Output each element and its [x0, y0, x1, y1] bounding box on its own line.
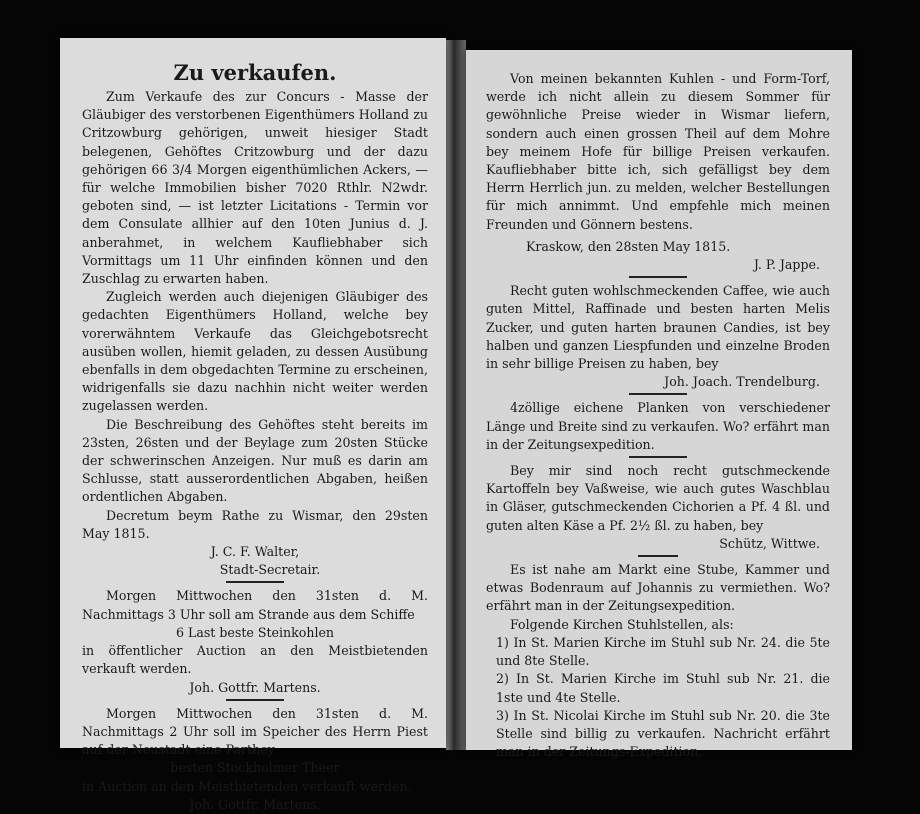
section-title: Zu verkaufen. [173, 60, 337, 85]
ad-coffee-paragraph: Recht guten wohlschmeckenden Caffee, wie auch guten Mittel, Raffinade und besten harten Melis Zucker, und guten harten braunen Candies, ist bey halben und ganzen Liespfunden und einzelne Broden in sehr billige Preisen zu haben, bey [486, 283, 830, 372]
ad-coffee-signature: Joh. Joach. Trendelburg. [664, 374, 820, 390]
ad-peat-signature: J. P. Jappe. [753, 257, 820, 273]
ad-tar-item: besten Stockholmer Theer [170, 760, 340, 776]
ad-planks-paragraph: 4zöllige eichene Planken von verschiedener Länge und Breite sind zu verkaufen. Wo? erfährt man in der Zeitungsexpedition. [486, 400, 830, 452]
ad-pews-item-2: 2) In St. Marien Kirche im Stuhl sub Nr. 21. die 1ste und 4te Stelle. [496, 671, 830, 705]
ad-coal-item: 6 Last beste Steinkohlen [175, 624, 335, 640]
separator-rule [638, 555, 678, 557]
ad-peat-paragraph: Von meinen bekannten Kuhlen - und Form-Torf, werde ich nicht allein zu diesem Sommer für gewöhnliche Preise wieder in Wismar liefern, sondern auch einen grossen Theil auf dem Mohre bey meinem Hofe für billige Preisen verkaufen. Kaufliebhaber bitte ich, sich gefälligst bey dem Herrn Herrlich jun. zu melden, welcher Bestellungen für mich annimmt. Und empfehle mich meinen Freunden und Gönnern bestens. [486, 71, 830, 232]
separator-rule [226, 699, 284, 701]
separator-rule [226, 581, 284, 583]
ad-potatoes-signature: Schütz, Wittwe. [719, 535, 820, 551]
book-gutter [446, 40, 466, 750]
separator-rule [629, 276, 687, 278]
ad-pews-item-1: 1) In St. Marien Kirche im Stuhl sub Nr. 24. die 5te und 8te Stelle. [496, 634, 830, 669]
ad-pews-intro: Folgende Kirchen Stuhlstellen, als: [510, 616, 734, 632]
ad-pews-item-3: 3) In St. Nicolai Kirche im Stuhl sub Nr. 20. die 3te Stelle sind billig zu verkaufen. Nachricht erfährt man in der Zeitungs-Expedition. [496, 707, 830, 760]
ad-coal-signature: Joh. Gottfr. Martens. [189, 679, 321, 695]
ad-coal-paragraph: Morgen Mittwochen den 31sten d. M. Nachmittags 3 Uhr soll am Strande aus dem Schiffe [82, 588, 428, 622]
ad-estate-paragraph-2: Zugleich werden auch diejenigen Gläubiger des gedachten Eigenthümers Holland, welche bey vorerwähntem Verkaufe das Gleichgebotsrecht ausüben wollen, hiemit geladen, zu dessen Ausübung ebenfalls in dem obgedachten Termine zu erscheinen, widrigenfalls sie dazu nachhin nicht weiter werden zugelassen werden. [82, 289, 428, 414]
ad-estate-decree: Decretum beym Rathe zu Wismar, den 29sten May 1815. [82, 507, 428, 541]
ad-tar-paragraph-2: in Auction an den Meistbietenden verkauft werden. [82, 778, 412, 794]
ad-estate-paragraph-1: Zum Verkaufe des zur Concurs - Masse der Gläubiger des verstorbenen Eigenthümers Holland zu Critzowburg gehörigen, unweit hiesiger Stadt belegenen, Gehöftes Critzowburg und der dazu gehörigen 66 3/4 Morgen eigenthümlichen Ackers, — für welche Immobilien bisher 7020 Rthlr. N2wdr. geboten sind, — ist letzter Licitations - Termin vor dem Consulate allhier auf den 10ten Junius d. J. anberahmet, in welchem Kaufliebhaber sich Vormittags um 11 Uhr einfinden können und den Zuschlag zu erwarten haben. [82, 89, 428, 287]
ad-room-paragraph: Es ist nahe am Markt eine Stube, Kammer und etwas Bodenraum auf Johannis zu vermiethen. Wo? erfährt man in der Zeitungsexpedition. [486, 562, 830, 614]
ad-tar-signature: Joh. Gottfr. Martens. [189, 796, 321, 812]
left-page [60, 38, 446, 812]
right-page-text [486, 70, 830, 761]
right-page [466, 50, 852, 760]
ad-tar-paragraph: Morgen Mittwochen den 31sten d. M. Nachmittags 2 Uhr soll im Speicher des Herrn Piest auf der Neustadt eine Parthey [82, 705, 428, 758]
ad-potatoes-paragraph: Bey mir sind noch recht gutschmeckende Kartoffeln bey Vaßweise, wie auch gutes Waschblau in Gläser, gutschmeckenden Cichorien a Pf. 4 ßl. und guten alten Käse a Pf. 2½ ßl. zu haben, bey [486, 463, 830, 533]
ad-estate-paragraph-3: Die Beschreibung des Gehöftes steht bereits im 23sten, 26sten und der Beylage zum 20sten Stücke der schwerinschen Anzeigen. Nur muß es darin am Schlusse, statt ausserordentlichen Abgaben, heißen ordentlichen Abgaben. [82, 416, 428, 505]
separator-rule [629, 456, 687, 458]
separator-rule [629, 393, 687, 395]
ad-coal-paragraph-2: in öffentlicher Auction an den Meistbietenden verkauft werden. [82, 643, 428, 677]
ad-peat-date: Kraskow, den 28sten May 1815. [526, 238, 731, 254]
ad-estate-signature-title: Stadt-Secretair. [219, 562, 321, 578]
left-page-text [82, 60, 428, 814]
ad-estate-signature-name: J. C. F. Walter, [210, 544, 300, 560]
